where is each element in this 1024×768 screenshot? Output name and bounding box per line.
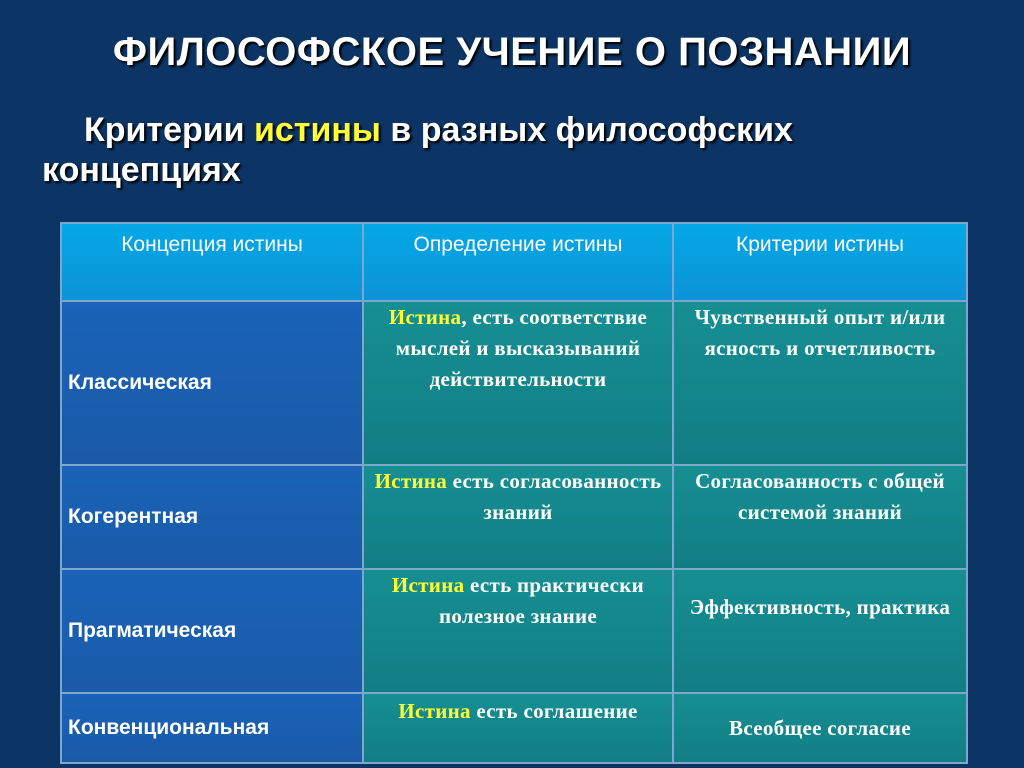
subtitle-text-start: Критерии xyxy=(84,111,254,149)
concept-cell: Прагматическая xyxy=(61,569,363,693)
definition-highlight: Истина xyxy=(374,469,448,493)
subtitle-highlight: истины xyxy=(254,111,381,149)
definition-highlight: Истина xyxy=(398,699,471,723)
table-row xyxy=(61,301,967,465)
subtitle-text-end: в разных философских концепциях xyxy=(42,111,793,189)
definition-text: есть практически полезное знание xyxy=(438,573,645,628)
table-row xyxy=(61,569,967,693)
definition-text: есть согласованность знаний xyxy=(447,469,662,524)
definition-cell xyxy=(363,465,673,569)
criteria-cell: Согласованность с общей системой знаний xyxy=(673,465,967,569)
concept-cell: Классическая xyxy=(61,301,363,465)
truth-criteria-table xyxy=(60,222,968,764)
header-concept: Концепция истины xyxy=(61,223,363,301)
concept-cell: Когерентная xyxy=(61,465,363,569)
table-row xyxy=(61,465,967,569)
definition-highlight: Истина xyxy=(388,305,462,329)
criteria-cell: Всеобщее согласие xyxy=(673,693,967,763)
definition-highlight: Истина xyxy=(391,573,465,597)
table-header-row xyxy=(61,223,967,301)
table-row xyxy=(61,693,967,763)
criteria-cell: Эффективность, практика xyxy=(673,569,967,693)
definition-text: есть соглашение xyxy=(470,699,638,723)
concept-cell: Конвенциональная xyxy=(61,693,363,763)
header-definition: Определение истины xyxy=(363,223,673,301)
definition-cell xyxy=(363,301,673,465)
criteria-cell: Чувственный опыт и/или ясность и отчетливость xyxy=(673,301,967,465)
slide-subtitle xyxy=(42,110,982,190)
definition-text: , есть соответствие мыслей и высказываний действительности xyxy=(395,305,648,391)
header-criteria: Критерии истины xyxy=(673,223,967,301)
definition-cell xyxy=(363,693,673,763)
slide-title: ФИЛОСОФСКОЕ УЧЕНИЕ О ПОЗНАНИИ xyxy=(112,30,912,74)
definition-cell xyxy=(363,569,673,693)
